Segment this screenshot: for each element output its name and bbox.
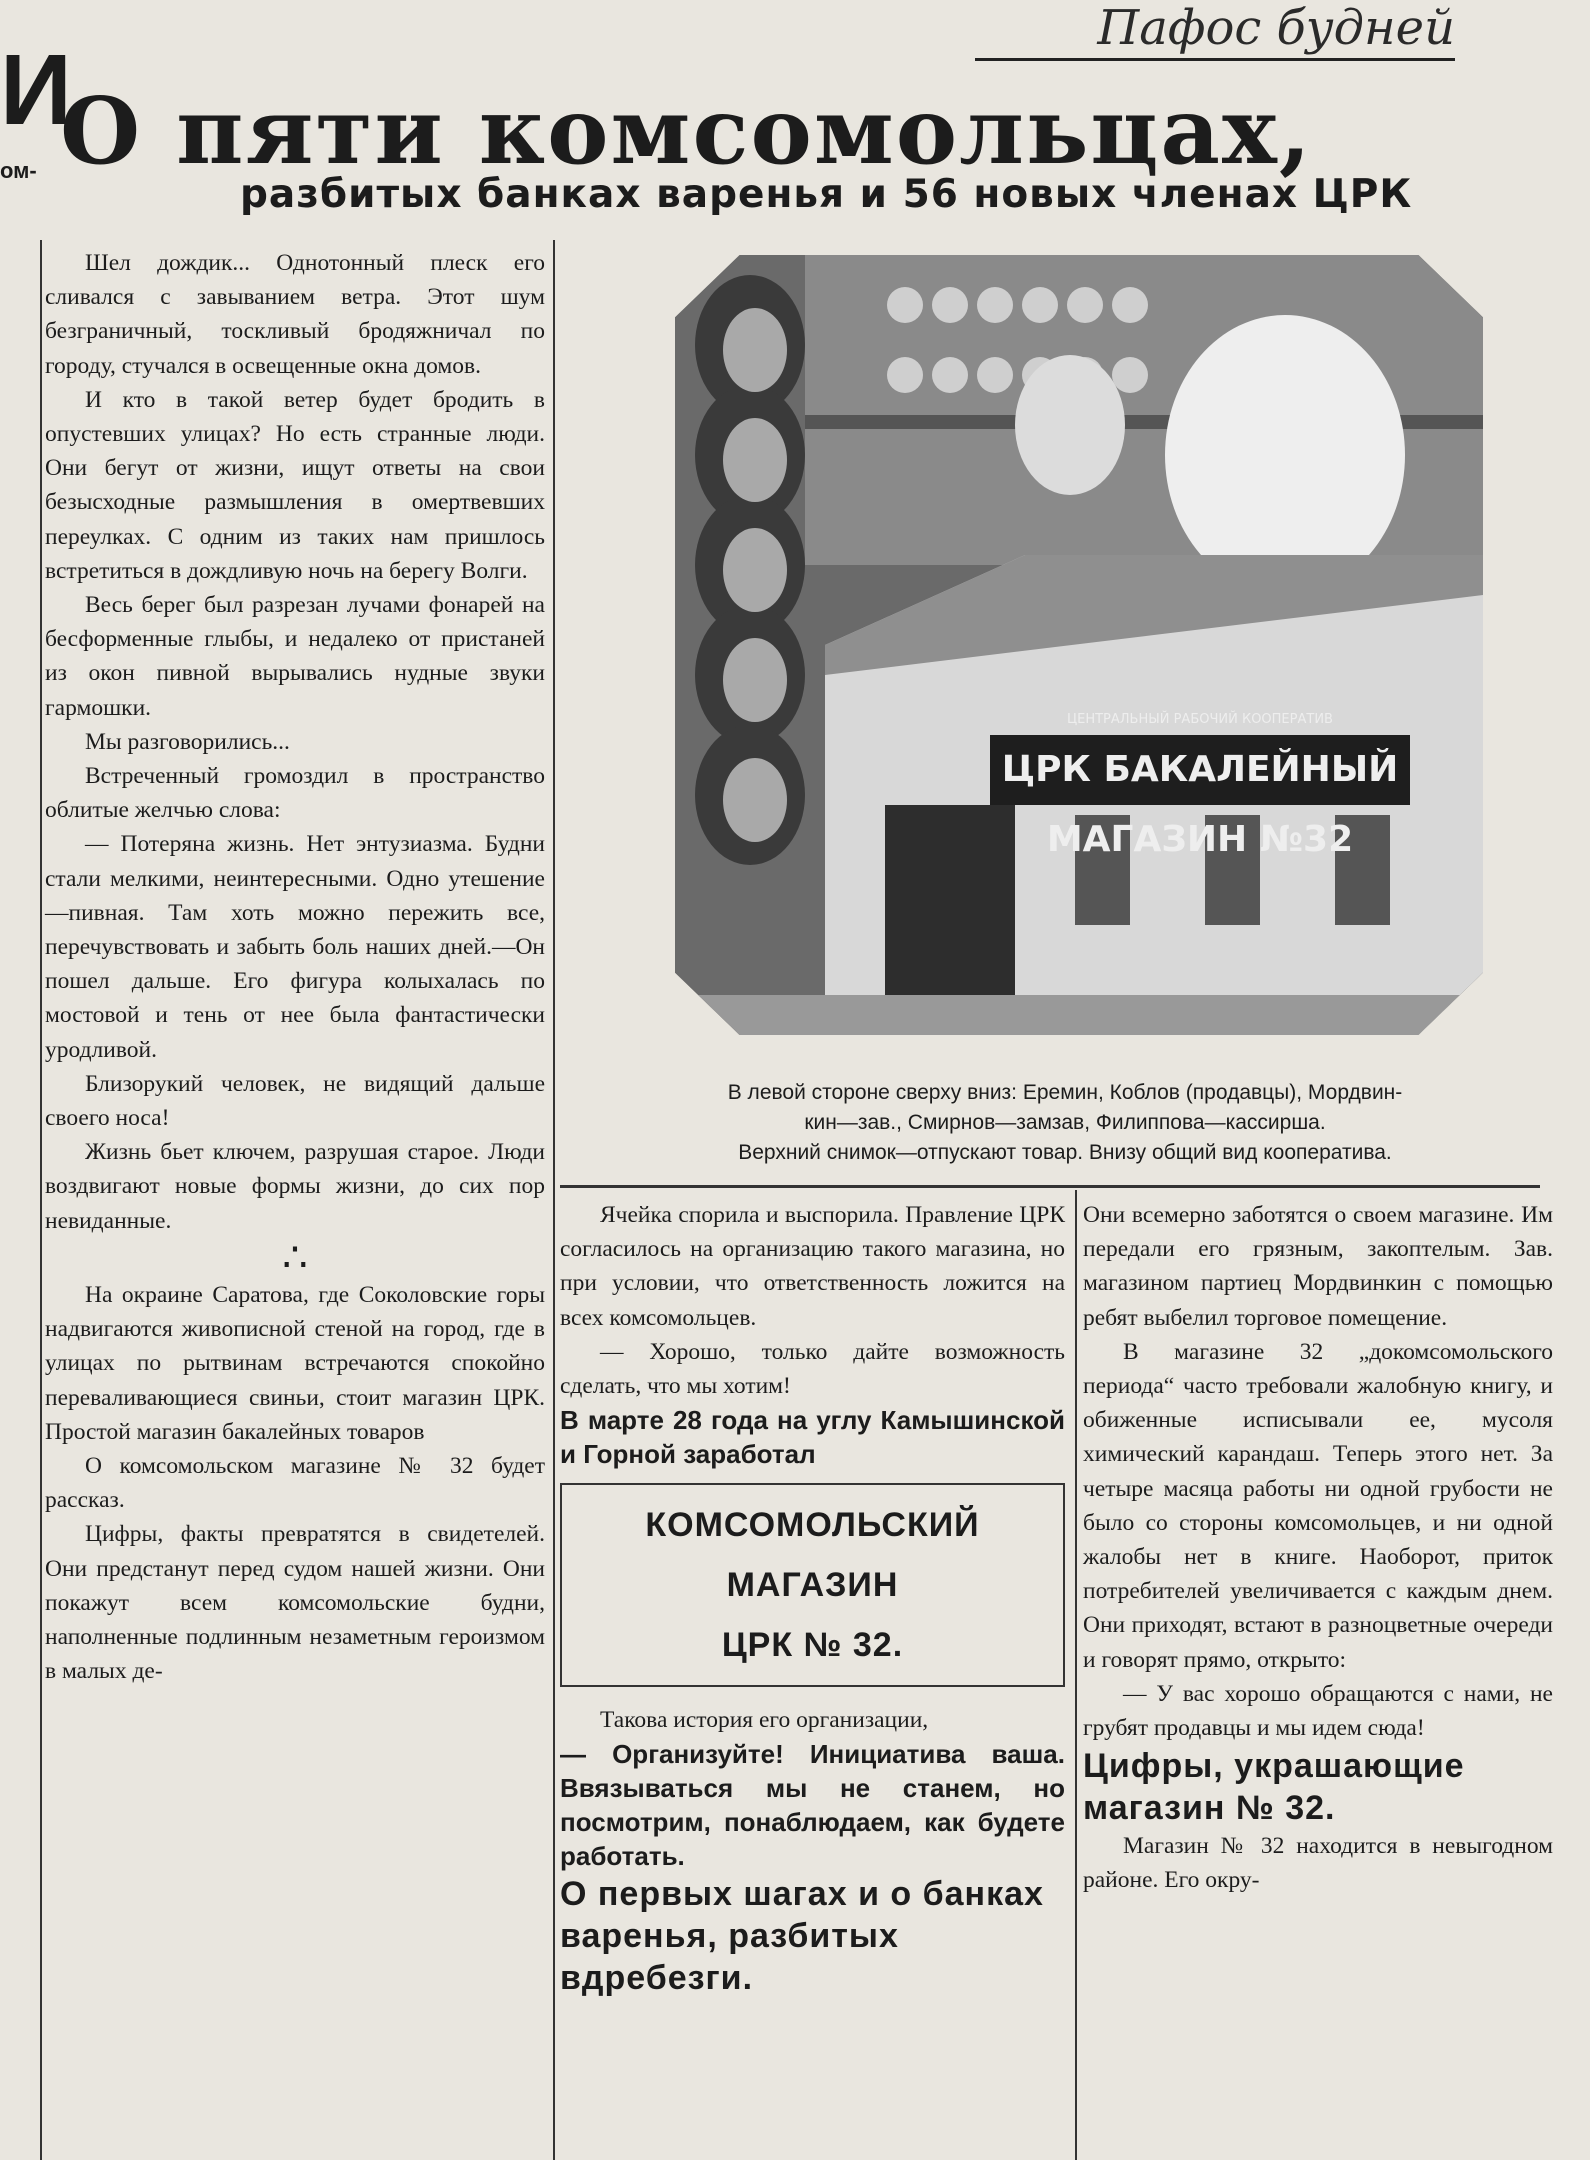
- paragraph: Близорукий человек, не видящий дальше своего носа!: [45, 1070, 545, 1132]
- column-rule-2: [1075, 1190, 1077, 2160]
- subheading: О первых шагах и о банках варенья, разбитых вдребезги.: [560, 1875, 1044, 1998]
- article-headline: О пяти комсомольцах,: [60, 77, 1313, 185]
- paragraph: На окраине Саратова, где Соколовские горы надвигаются живописной стеной на город, где в улицах по рытвинам встречаются спокойно переваливающиеся свиньи, стоит магазин ЦРК. Простой магазин бакалейных товаров: [45, 1281, 545, 1445]
- paragraph: И кто в такой ветер будет бродить в опустевших улицах? Но есть странные люди. Они бегут от жизни, ищут ответы на свои безысходные размышления в омертвевших переулках. С одним из таких нам пришлось встретиться в дождливую ночь на берегу Волги.: [45, 386, 545, 584]
- shop-sign: ЦРК БАКАЛЕЙНЫЙ МАГАЗИН №32: [990, 735, 1410, 805]
- paragraph: Магазин № 32 находится в невыгодном районе. Его окру-: [1083, 1833, 1553, 1894]
- caption-line: кин—зав., Смирнов—замзав, Филиппова—кассирша.: [804, 1111, 1326, 1134]
- caption-line: В левой стороне сверху вниз: Еремин, Коблов (продавцы), Мордвин-: [727, 1081, 1403, 1104]
- paragraph: О комсомольском магазине № 32 будет рассказ.: [45, 1452, 545, 1514]
- paragraph: Жизнь бьет ключем, разрушая старое. Люди воздвигают новые формы жизни, до сих пор невиданные.: [45, 1139, 545, 1234]
- rubric-underline: [975, 58, 1455, 61]
- shop-photo-collage: [675, 255, 1483, 1035]
- caption-line: Верхний снимок—отпускают товар. Внизу общий вид кооператива.: [738, 1141, 1392, 1164]
- paragraph: Такова история его организации,: [600, 1707, 929, 1734]
- paragraph: — У вас хорошо обращаются с нами, не грубят продавцы и мы идем сюда!: [1083, 1680, 1553, 1742]
- shop-name-box: [560, 1483, 1065, 1687]
- paragraph-emphasis: — Организуйте! Инициатива ваша. Ввязываться мы не станем, но посмотрим, понаблюдаем, как будете работать.: [560, 1739, 1065, 1872]
- shop-sign-upper: ЦЕНТРАЛЬНЫЙ РАБОЧИЙ КООПЕРАТИВ: [1067, 712, 1333, 727]
- photo-section-rule: [560, 1185, 1540, 1188]
- cut-off-letter: И: [0, 34, 72, 146]
- paragraph: Цифры, факты превратятся в свидетелей. Они предстанут перед судом нашей жизни. Они покажут всем комсомольские будни, наполненные подлинным незаметным героизмом в малых де-: [45, 1521, 545, 1685]
- photo-caption: [570, 1078, 1560, 1168]
- paragraph: В магазине 32 „докомсомольского периода“ часто требовали жалобную книгу, и обиженные исписывали ее, мусоля химический карандаш. Теперь этого нет. За четыре масяца работы ни одной грубости не было со стороны комсомольцев, и ни одной жалобы нет в книге. Наоборот, приток потребителей увеличивается с каждым днем. Они приходят, встают в разноцветные очереди и говорят прямо, открыто:: [1083, 1338, 1553, 1673]
- middle-column: [560, 1198, 1065, 1999]
- column-rule-1: [553, 240, 555, 2160]
- paragraph: Встреченный громоздил в пространство облитые желчью слова:: [45, 763, 545, 824]
- paragraph: — Потеряна жизнь. Нет энтузиазма. Будни стали мелкими, неинтересными. Одно утешение—пивная. Там хоть можно пережить все, перечувствовать и забыть боль наших дней.—Он пошел дальше. Его фигура колыхалась по мостовой и тень от нее была фантастически уродливой.: [45, 831, 545, 1063]
- paragraph: Мы разговорились...: [85, 728, 290, 755]
- photo-illustration: [675, 255, 1483, 1035]
- column-rule-left: [40, 240, 42, 2160]
- section-rubric: Пафос будней: [1097, 0, 1455, 56]
- paragraph: Весь берег был разрезан лучами фонарей на бесформенные глыбы, и недалеко от пристаней из окон пивной вырывались нудные звуки гармошки.: [45, 592, 545, 721]
- paragraph: Ячейка спорила и выспорила. Правление ЦРК согласилось на организацию такого магазина, но при условии, что ответственность ложится на всех комсомольцев.: [560, 1202, 1065, 1331]
- article-subheadline: разбитых банках варенья и 56 новых членах ЦРК: [240, 172, 1413, 217]
- subheading: Цифры, украшающие магазин № 32.: [1083, 1747, 1465, 1828]
- paragraph-emphasis: В марте 28 года на углу Камышинской и Горной заработал: [560, 1405, 1065, 1470]
- right-column: [1083, 1198, 1553, 1898]
- box-line: ЦРК № 32.: [721, 1626, 904, 1665]
- paragraph: Шел дождик... Однотонный плеск его сливался с завыванием ветра. Этот шум безграничный, тоскливый бродяжничал по городу, стучался в освещенные окна домов.: [45, 250, 545, 379]
- left-column: [45, 246, 545, 1688]
- paragraph: — Хорошо, только дайте возможность сделать, что мы хотим!: [560, 1338, 1065, 1400]
- box-line: КОМСОМОЛЬСКИЙ МАГАЗИН: [645, 1506, 980, 1605]
- ornament-asterism: ∴: [282, 1234, 308, 1280]
- cut-off-text: ом-: [0, 158, 37, 183]
- paragraph: Они всемерно заботятся о своем магазине. Им передали его грязным, закоптелым. Зав. магазином партиец Мордвинкин с помощью ребят выбелил торговое помещение.: [1083, 1202, 1553, 1331]
